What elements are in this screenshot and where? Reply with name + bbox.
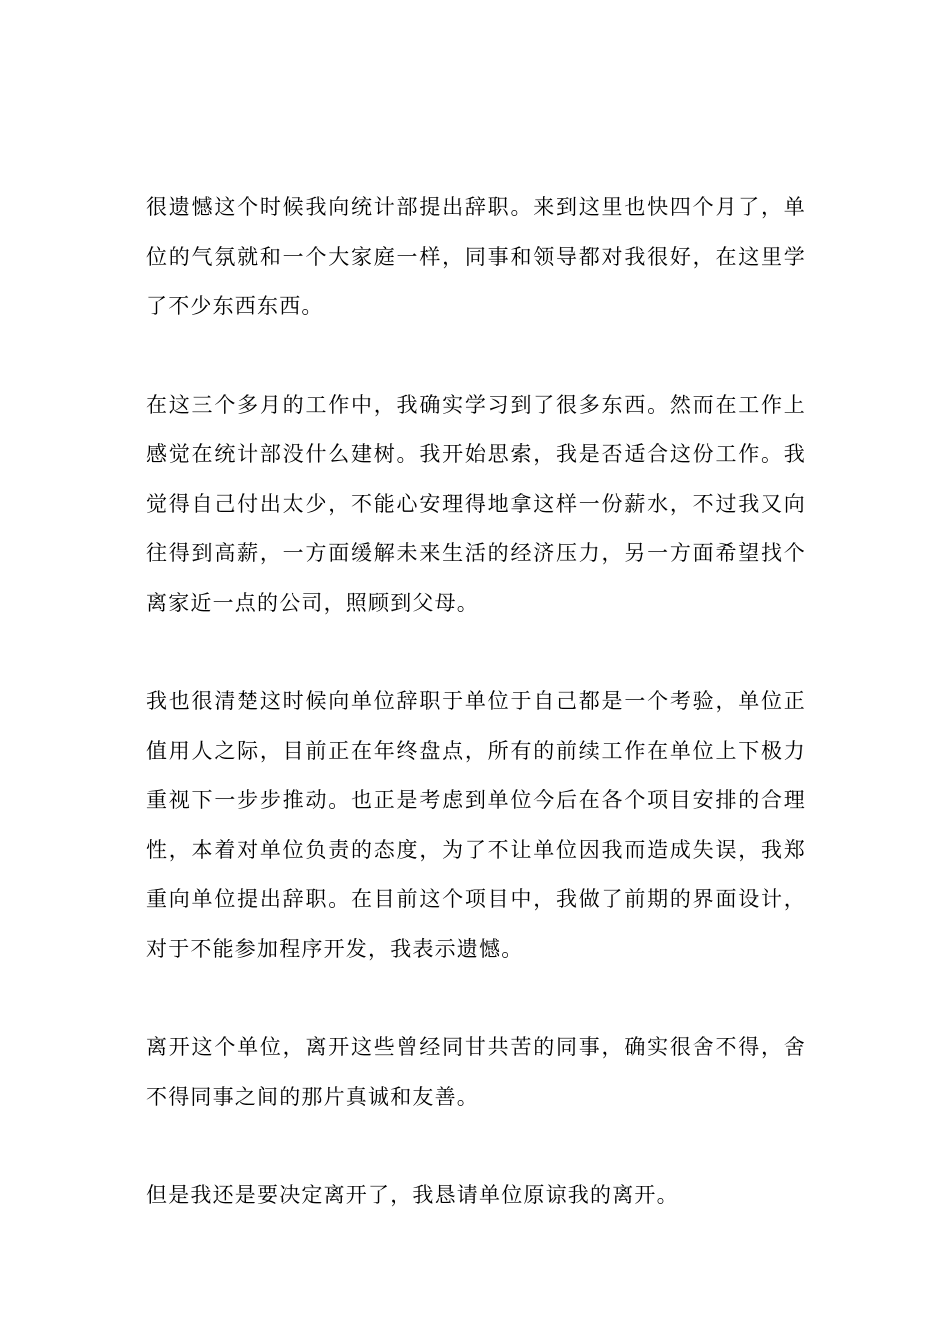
- paragraph-2: 在这三个多月的工作中，我确实学习到了很多东西。然而在工作上感觉在统计部没什么建树。我开始思索，我是否适合这份工作。我觉得自己付出太少，不能心安理得地拿这样一份薪水，不过我又向往得到高薪，一方面缓解未来生活的经济压力，另一方面希望找个离家近一点的公司，照顾到父母。: [146, 392, 806, 615]
- paragraph-4: 离开这个单位，离开这些曾经同甘共苦的同事，确实很舍不得，舍不得同事之间的那片真诚和友善。: [146, 1035, 806, 1109]
- paragraph-1: 很遗憾这个时候我向统计部提出辞职。来到这里也快四个月了，单位的气氛就和一个大家庭一样，同事和领导都对我很好，在这里学了不少东西东西。: [146, 195, 806, 318]
- paragraph-3: 我也很清楚这时候向单位辞职于单位于自己都是一个考验，单位正值用人之际，目前正在年终盘点，所有的前续工作在单位上下极力重视下一步步推动。也正是考虑到单位今后在各个项目安排的合理性，本着对单位负责的态度，为了不让单位因我而造成失误，我郑重向单位提出辞职。在目前这个项目中，我做了前期的界面设计，对于不能参加程序开发，我表示遗憾。: [146, 689, 806, 961]
- paragraph-5: 但是我还是要决定离开了，我恳请单位原谅我的离开。: [146, 1183, 679, 1207]
